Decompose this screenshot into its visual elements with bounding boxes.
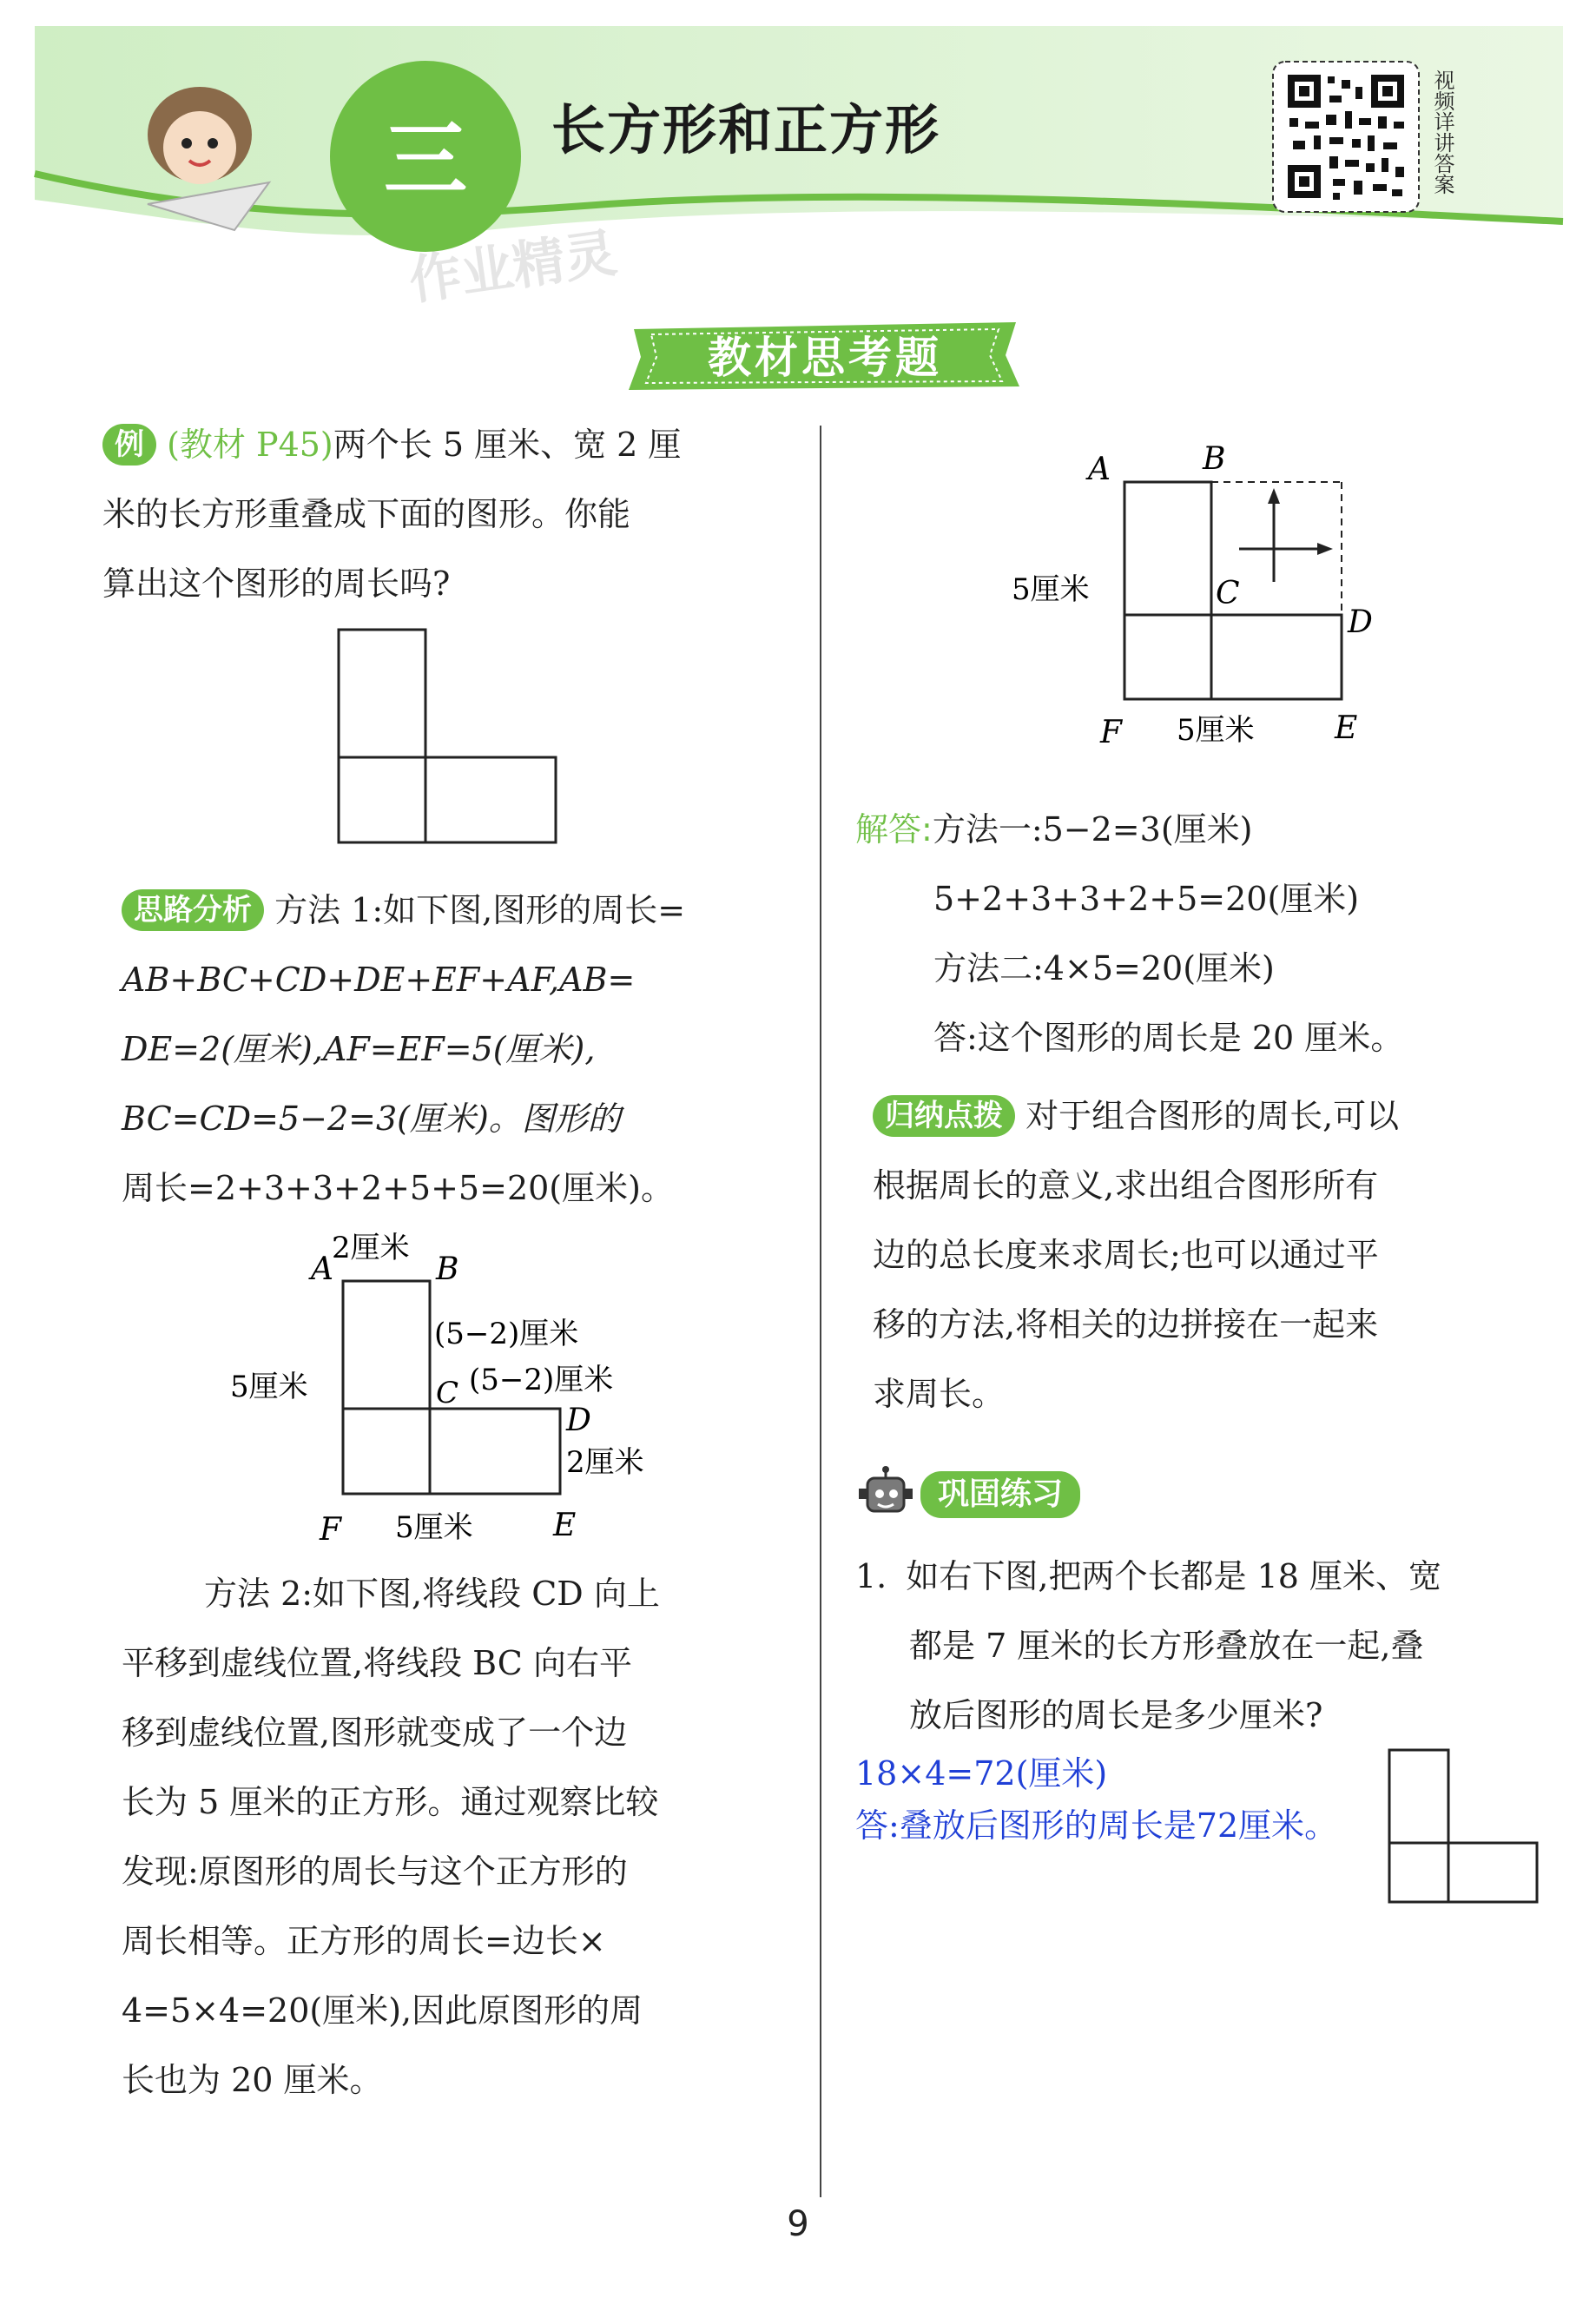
answer-label: 解答: <box>855 810 933 849</box>
qr-label: 视频详讲答案 <box>1430 69 1454 195</box>
analysis-figure <box>217 1225 703 1555</box>
answer-line-1 <box>855 795 1567 864</box>
fig2-label-E: E <box>1335 710 1358 746</box>
fig1-label-B: B <box>436 1251 459 1287</box>
hand-line-2: 答:叠放后图形的周长是72厘米。 <box>855 1806 1338 1845</box>
fig1-label-C: C <box>436 1376 459 1410</box>
method2-line-4: 长为 5 厘米的正方形。通过观察比较 <box>122 1783 659 1821</box>
qr-code-icon[interactable] <box>1272 61 1420 213</box>
robot-icon <box>855 1466 916 1527</box>
practice-question <box>855 1542 1576 1750</box>
fig2-label-bottom: 5厘米 <box>1177 713 1255 748</box>
answer-block <box>855 795 1567 1073</box>
chapter-title: 长方形和正方形 <box>551 98 941 162</box>
fig1-label-left: 5厘米 <box>230 1370 308 1404</box>
example-line-1 <box>102 410 797 479</box>
summary-tag: 归纳点拨 <box>873 1095 1015 1137</box>
practice-text-1: 如右下图,把两个长都是 18 厘米、宽 <box>906 1557 1441 1595</box>
example-ref: (教材 P45) <box>167 426 333 464</box>
analysis-line-2: AB+BC+CD+DE+EF+AF,AB= <box>122 961 636 999</box>
fig1-label-bc: (5−2)厘米 <box>434 1317 579 1351</box>
fig1-label-F: F <box>320 1512 341 1548</box>
method2-block <box>122 1559 808 2115</box>
method2-line-8: 长也为 20 厘米。 <box>122 2061 383 2099</box>
square-figure <box>994 443 1411 764</box>
chapter-number: 三 <box>384 111 467 208</box>
fig2-label-F: F <box>1100 715 1122 750</box>
watermark: 作业精灵 <box>405 222 621 313</box>
analysis-line-4: BC=CD=5−2=3(厘米)。图形的 <box>122 1099 621 1138</box>
practice-line-2: 都是 7 厘米的长方形叠放在一起,叠 <box>909 1627 1424 1665</box>
handwritten-answer <box>855 1747 1337 1852</box>
summary-line-5: 求周长。 <box>873 1375 1006 1413</box>
answer-line-2: 5+2+3+3+2+5=20(厘米) <box>933 880 1360 918</box>
answer-line-4: 答:这个图形的周长是 20 厘米。 <box>933 1019 1404 1057</box>
method2-line-6: 周长相等。正方形的周长=边长× <box>122 1922 606 1960</box>
method2-line-5: 发现:原图形的周长与这个正方形的 <box>122 1852 628 1891</box>
hand-line-1: 18×4=72(厘米) <box>855 1754 1108 1793</box>
example-line-2: 米的长方形重叠成下面的图形。你能 <box>102 495 631 533</box>
fig1-label-E: E <box>553 1508 577 1543</box>
fig2-label-B: B <box>1203 443 1226 477</box>
fig1-label-cd: (5−2)厘米 <box>469 1363 614 1397</box>
fig2-label-left: 5厘米 <box>1012 572 1090 607</box>
method2-line-7: 4=5×4=20(厘米),因此原图形的周 <box>122 1991 643 2030</box>
analysis-text-1: 方法 1:如下图,图形的周长= <box>274 891 686 929</box>
fig1-label-bottom: 5厘米 <box>395 1510 473 1545</box>
summary-line-2: 根据周长的意义,求出组合图形所有 <box>873 1166 1379 1205</box>
summary-line-1 <box>873 1081 1567 1151</box>
example-text: 两个长 5 厘米、宽 2 厘 <box>333 426 682 464</box>
analysis-line-1 <box>122 875 808 945</box>
practice-line-1 <box>855 1542 1576 1611</box>
fig1-label-D: D <box>566 1403 591 1438</box>
fig1-label-de: 2厘米 <box>566 1445 644 1480</box>
summary-line-3: 边的总长度来求周长;也可以通过平 <box>873 1236 1379 1274</box>
fig1-label-A: A <box>311 1251 333 1287</box>
answer-line-3: 方法二:4×5=20(厘米) <box>933 949 1275 987</box>
practice-header <box>920 1475 1080 1522</box>
answer-text-1: 方法一:5−2=3(厘米) <box>932 810 1253 849</box>
fig2-label-A: A <box>1088 452 1111 487</box>
page-number: 9 <box>787 2204 809 2244</box>
summary-block <box>873 1081 1567 1429</box>
example-tag: 例 <box>102 424 156 466</box>
fig1-label-top: 2厘米 <box>332 1231 410 1265</box>
summary-text-1: 对于组合图形的周长,可以 <box>1026 1097 1400 1135</box>
practice-tag: 巩固练习 <box>920 1471 1080 1518</box>
section-title: 教材思考题 <box>708 333 942 383</box>
analysis-line-5: 周长=2+3+3+2+5+5=20(厘米)。 <box>122 1169 674 1207</box>
fig2-label-D: D <box>1348 604 1373 640</box>
practice-number: 1. <box>855 1557 887 1595</box>
example-figure <box>330 621 564 851</box>
example-line-3: 算出这个图形的周长吗? <box>102 565 451 603</box>
summary-line-4: 移的方法,将相关的边拼接在一起来 <box>873 1305 1379 1344</box>
method2-line-3: 移到虚线位置,图形就变成了一个边 <box>122 1714 628 1752</box>
method2-line-2: 平移到虚线位置,将线段 BC 向右平 <box>122 1644 632 1682</box>
analysis-tag: 思路分析 <box>122 889 264 931</box>
method2-line-1: 方法 2:如下图,将线段 CD 向上 <box>204 1575 660 1613</box>
practice-figure <box>1385 1746 1541 1906</box>
analysis-line-3: DE=2(厘米),AF=EF=5(厘米), <box>122 1030 596 1068</box>
example-block <box>102 410 797 618</box>
fig2-label-C: C <box>1216 576 1240 611</box>
analysis-block <box>122 875 808 1223</box>
column-divider <box>820 426 821 2197</box>
practice-line-3: 放后图形的周长是多少厘米? <box>909 1696 1323 1734</box>
